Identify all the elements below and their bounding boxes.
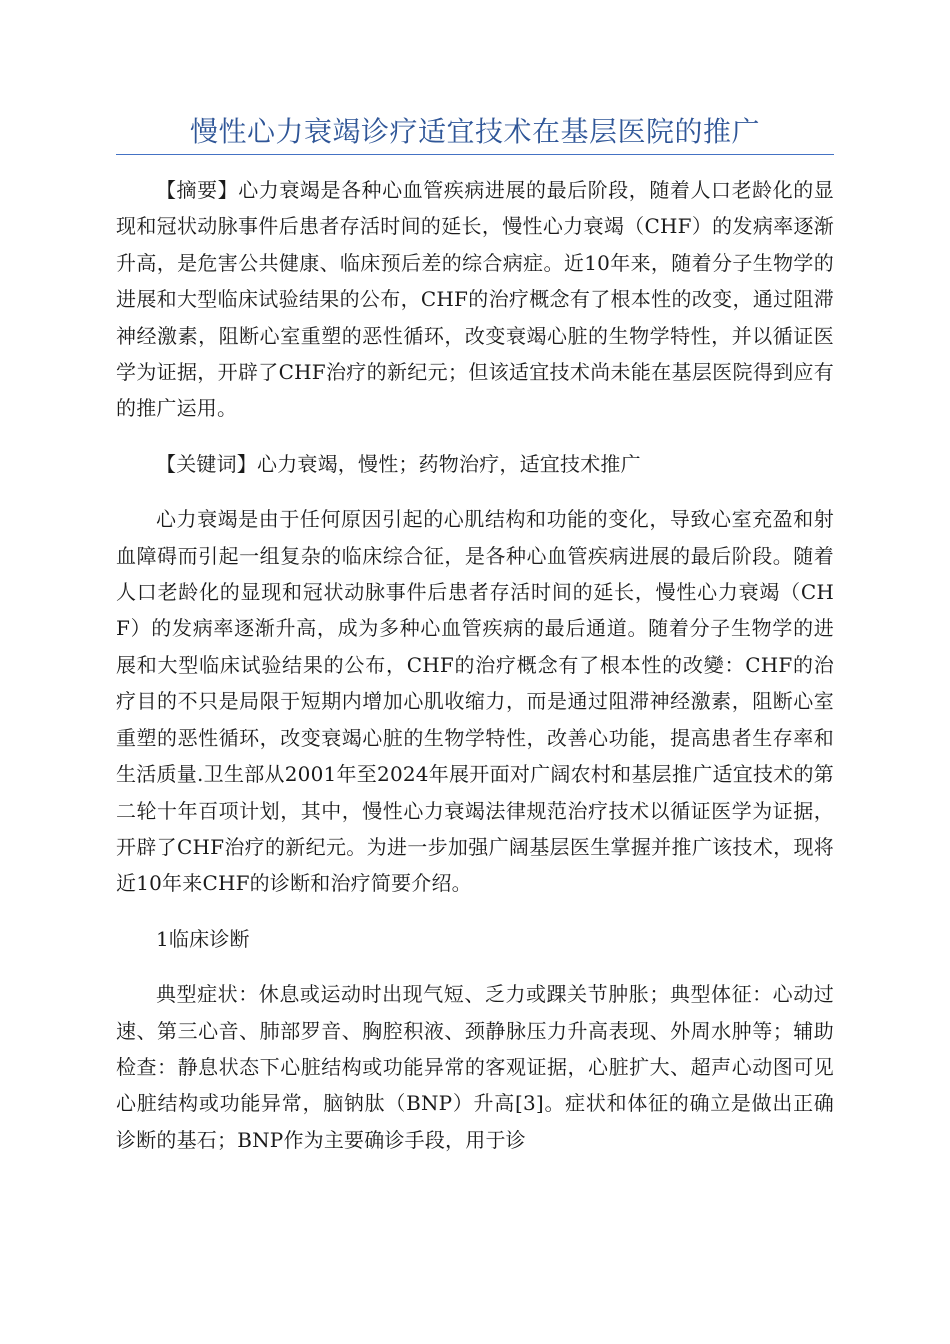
section-paragraph: 典型症状：休息或运动时出现气短、乏力或踝关节肿胀；典型体征：心动过速、第三心音、肺部罗音、胸腔积液、颈静脉压力升高表现、外周水肿等；辅助检查：静息状态下心脏结构或功能异常的客观证据，心脏扩大、超声心动图可见心脏结构或功能异常，脑钠肽（BNP）升高[3]。症状和体征的确立是做出正确诊断的基石；BNP作为主要确诊手段，用于诊	[116, 982, 834, 1152]
abstract-paragraph: 【摘要】心力衰竭是各种心血管疾病进展的最后阶段，随着人口老龄化的显现和冠状动脉事件后患者存活时间的延长，慢性心力衰竭（CHF）的发病率逐渐升高，是危害公共健康、临床预后差的综合病症。近10年来，随着分子生物学的进展和大型临床试验结果的公布，CHF的治疗概念有了根本性的改变，通过阻滞神经激素，阻断心室重塑的恶性循环，改变衰竭心脏的生物学特性，并以循证医学为证据，开辟了CHF治疗的新纪元；但该适宜技术尚未能在基层医院得到应有的推广运用。	[116, 178, 834, 421]
document-body	[116, 172, 834, 1177]
document-title: 慢性心力衰竭诊疗适宜技术在基层医院的推广	[189, 115, 760, 148]
title-underline	[116, 154, 834, 155]
intro-paragraph: 心力衰竭是由于任何原因引起的心肌结构和功能的变化，导致心室充盈和射血障碍而引起一组复杂的临床综合征，是各种心血管疾病进展的最后阶段。随着人口老龄化的显现和冠状动脉事件后患者存活时间的延长，慢性心力衰竭（CHF）的发病率逐渐升高，成为多种心血管疾病的最后通道。随着分子生物学的进展和大型临床试验结果的公布，CHF的治疗概念有了根本性的改變：CHF的治疗目的不只是局限于短期内增加心肌收缩力，而是通过阻滞神经激素，阻断心室重塑的恶性循环，改变衰竭心脏的生物学特性，改善心功能，提高患者生存率和生活质量.卫生部从2001年至2024年展开面对广阔农村和基层推广适宜技术的第二轮十年百项计划，其中，慢性心力衰竭法律规范治疗技术以循证医学为证据，开辟了CHF治疗的新纪元。为进一步加强广阔基层医生掌握并推广该技术，现将近10年来CHF的诊断和治疗简要介绍。	[116, 507, 834, 896]
section-heading: 1临床诊断	[156, 926, 250, 951]
keywords-paragraph: 【关键词】心力衰竭，慢性；药物治疗，适宜技术推广	[156, 451, 641, 476]
